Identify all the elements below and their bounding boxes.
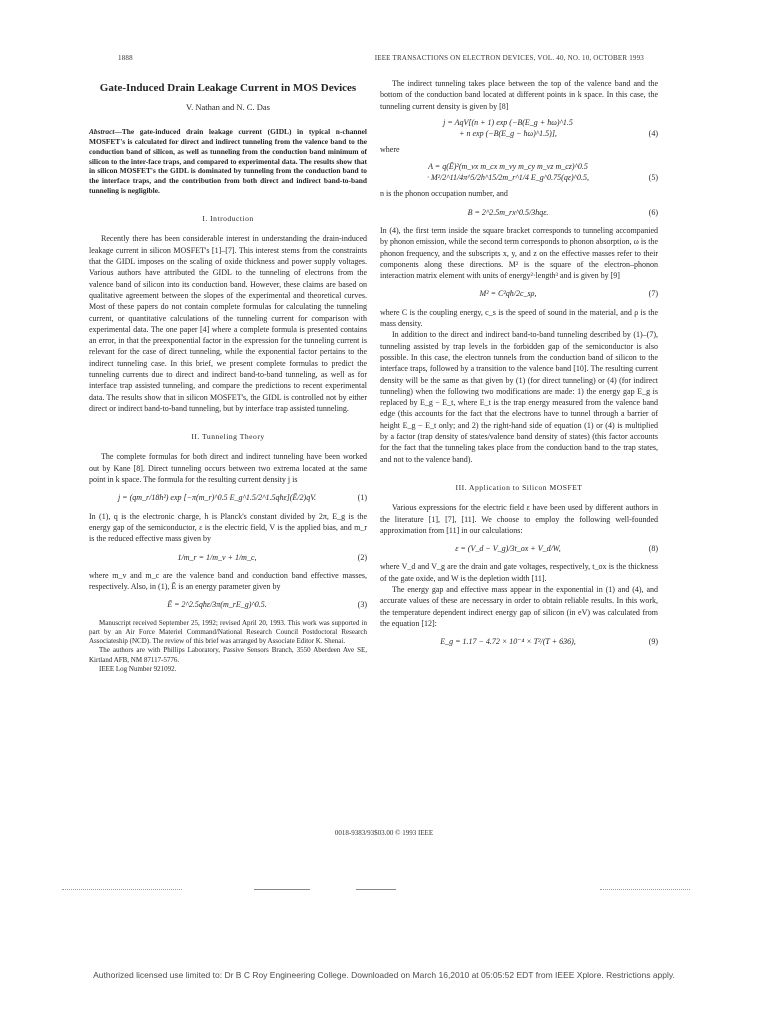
equation-4 — [380, 117, 658, 140]
paragraph: In (1), q is the electronic charge, h is Planck's constant divided by 2π, E_g is the energy gap of the semiconductor, ε is the electric field, V is the applied bias, and m_r is the reduced effective mass given by — [89, 511, 367, 544]
copyright-line: 0018-9383/93$03.00 © 1993 IEEE — [334, 829, 434, 837]
equation-1 — [89, 492, 367, 503]
equation-7 — [380, 288, 658, 299]
equation-line: j = AqV[(n + 1) exp (−B(E_g + ħω)^1.5 — [443, 117, 573, 127]
equation-body: B = 2^2.5m_rx^0.5/3hqε. — [467, 207, 549, 217]
footnote-log-number: IEEE Log Number 921092. — [99, 664, 177, 673]
equation-5 — [380, 161, 658, 184]
equation-line: · M²/2^11/4π^5/2h^15/2m_r^1/4 E_g^0.75(qε)^0.5, — [426, 173, 590, 183]
equation-body: M² = C²qħ/2c_sρ, — [479, 289, 537, 299]
abstract-text: —The gate-induced drain leakage current (GIDL) in typical n-channel MOSFET's is calculated for direct and indirect tunneling from the valence band to the conduction band of silicon, as well as tunneling from the conduction band minimum of silicon to the inter-face traps, and compared to experimental data. The results show that in silicon MOSFET's the GIDL is dominated by tunneling from the conduction band to the interface traps, and the contribution from both direct and indirect band-to-band tunneling is negligible. — [89, 126, 367, 196]
equation-number: (2) — [357, 552, 367, 562]
equation-number: (7) — [648, 289, 658, 299]
paragraph: In (4), the first term inside the square bracket corresponds to tunneling accompanied by phonon emission, while the second term corresponds to phonon absorption, ω is the phonon frequency, and the subscripts x, y, and z on the effective masses refer to their components along these directions. M² is the square of the electron–phonon interaction matrix element with units of energy²·length³ and is given by [9] — [380, 225, 658, 281]
equation-line: + n exp (−B(E_g − ħω)^1.5)], — [459, 129, 557, 139]
equation-8 — [380, 543, 658, 554]
equation-6 — [380, 207, 658, 218]
paragraph: Various expressions for the electric field ε have been used by different authors in the literature [1], [7], [11]. We choose to employ the following well-founded approximation from [11] in our calculations: — [380, 503, 658, 535]
running-header: IEEE TRANSACTIONS ON ELECTRON DEVICES, VOL. 40, NO. 10, OCTOBER 1993 — [374, 54, 644, 62]
equation-body: j = (qm_r/18h²) exp [−π(m_r)^0.5 E_g^1.5/2^1.5qħε](Ē/2)qV. — [117, 493, 317, 503]
paper-title: Gate-Induced Drain Leakage Current in MOS Devices — [99, 82, 357, 94]
equation-body: 1/m_r = 1/m_v + 1/m_c, — [177, 552, 257, 562]
equation-3 — [89, 599, 367, 610]
footnote-manuscript: Manuscript received September 25, 1992; revised April 20, 1993. This work was supported in part by an Air Force Materiel Command/National Research Council Postdoctoral Research Associateship (NCD). The review of this brief was arranged by Associate Editor K. Shenai. — [89, 618, 367, 646]
right-column — [380, 78, 658, 654]
paragraph: where V_d and V_g are the drain and gate voltages, respectively, t_ox is the thickness of the gate oxide, and W is the depletion width [11]. — [380, 562, 658, 583]
page-number: 1888 — [118, 54, 133, 62]
equation-number: (5) — [648, 173, 658, 183]
abstract-label: Abstract — [89, 126, 115, 136]
equation-number: (9) — [648, 637, 658, 647]
equation-body: Ē = 2^2.5qħε/3π(m_rE_g)^0.5. — [167, 600, 267, 610]
equation-body: E_g = 1.17 − 4.72 × 10⁻⁴ × T²/(T + 636), — [440, 637, 576, 647]
paragraph: The energy gap and effective mass appear in the exponential in (1) and (4), and accurate values of these are necessary in order to obtain reliable results. In this work, the temperature dependent indirect energy gap of silicon (in eV) was calculated from the equation [12]: — [380, 584, 658, 628]
equation-body: ε = (V_d − V_g)/3t_ox + V_d/W, — [455, 544, 561, 554]
paragraph: where C is the coupling energy, c_s is the speed of sound in the material, and ρ is the mass density. — [380, 307, 658, 329]
paragraph: The complete formulas for both direct and indirect tunneling have been worked out by Kane [8]. Direct tunneling occurs between two extrema located at the same point in k space. The formula for the resulting current density j is — [89, 452, 367, 485]
equation-line: A = q(Ē)²(m_vx m_cx m_vy m_cy m_vz m_cz)^0.5 — [428, 161, 588, 171]
abstract — [89, 127, 367, 196]
equation-number: (6) — [648, 207, 658, 217]
equation-number: (1) — [357, 493, 367, 503]
divider — [600, 889, 690, 890]
divider — [356, 889, 396, 890]
equation-number: (4) — [648, 129, 658, 139]
paragraph: where m_v and m_c are the valence band and conduction band effective masses, respectively. Also, in (1), Ē is an energy parameter given by — [89, 570, 367, 592]
section-heading-tunneling-theory: II. Tunneling Theory — [191, 432, 265, 442]
equation-2 — [89, 552, 367, 563]
divider — [62, 889, 182, 890]
paragraph: In addition to the direct and indirect band-to-band tunneling described by (1)–(7), tunneling assisted by trap levels in the forbidden gap of the semiconductor is also possible. In this case, the electron tunnels from the conduction band of silicon to the interface traps, followed by a transition to the valence band [10]. The resulting current density will be the same as that given by (1) (for direct tunneling) or (4) (for indirect tunneling) when the following two modifications are made: 1) the energy gap E_g is replaced by E_g − E_t, where E_t is the trap energy measured from the valence band edge (this accounts for the fact that the electrons have to tunnel through a barrier of height E_g − E_t only; and 2) the right-hand side of equation (1) or (4) is multiplied by a factor (trap density of states/valence band density of states) (this factor accounts for the fact that the tunneling takes place from the conduction band to the trap states, and not to the valence band). — [380, 330, 658, 464]
paragraph: Recently there has been considerable interest in understanding the drain-induced leakage current in silicon MOSFET's [1]–[7]. This interest stems from the constraints that the GIDL imposes on the scaling of oxide thickness and power supply voltages. Various authors have attributed the GIDL to the tunneling of electrons from the valence band of silicon into its conduction band. However, these claims are based on qualitative agreement between the slopes of the experimental and theoretical curves. Most of these papers do not contain complete formulas for calculating the tunneling current, or quantitative calculations of the tunneling current for comparison with experimental data. The one paper [4] where a complete formula is presented contains an error, in that the preexponential factor in the expression for the tunneling current is relevant for the case of direct tunneling, while the exponential factor pertains to the indirect tunneling case. In this brief, we present complete formulas to predict the tunneling currents due to direct and indirect band-to-band tunneling, as well as for interface trap assisted tunneling, and compare the predictions to recent experimental data. The results show that in silicon MOSFET's, the GIDL is controlled not by either direct or indirect band-to-band tunneling, but by interface trap assisted tunneling. — [89, 234, 367, 413]
section-heading-introduction: I. Introduction — [202, 214, 254, 224]
authors: V. Nathan and N. C. Das — [186, 101, 270, 112]
footnote-affiliation: The authors are with Phillips Laboratory, Passive Sensors Branch, 3550 Aberdeen Ave SE, Kirtland AFB, NM 87117-5776. — [89, 646, 367, 664]
paragraph: where — [380, 145, 400, 155]
equation-number: (8) — [648, 544, 658, 554]
divider — [254, 889, 310, 890]
section-heading-application: III. Application to Silicon MOSFET — [455, 482, 583, 492]
paragraph: n is the phonon occupation number, and — [380, 189, 508, 199]
left-column — [89, 78, 367, 674]
footnotes — [89, 619, 367, 674]
download-notice: Authorized licensed use limited to: Dr B C Roy Engineering College. Downloaded on March 16,2010 at 05:05:52 EDT from IEEE Xplore. Restrictions apply. — [93, 970, 675, 980]
paragraph: The indirect tunneling takes place between the top of the valence band and the bottom of the conduction band located at different points in k space. In this case, the tunneling current density is given by [8] — [380, 79, 658, 111]
equation-number: (3) — [357, 600, 367, 610]
equation-9 — [380, 636, 658, 647]
